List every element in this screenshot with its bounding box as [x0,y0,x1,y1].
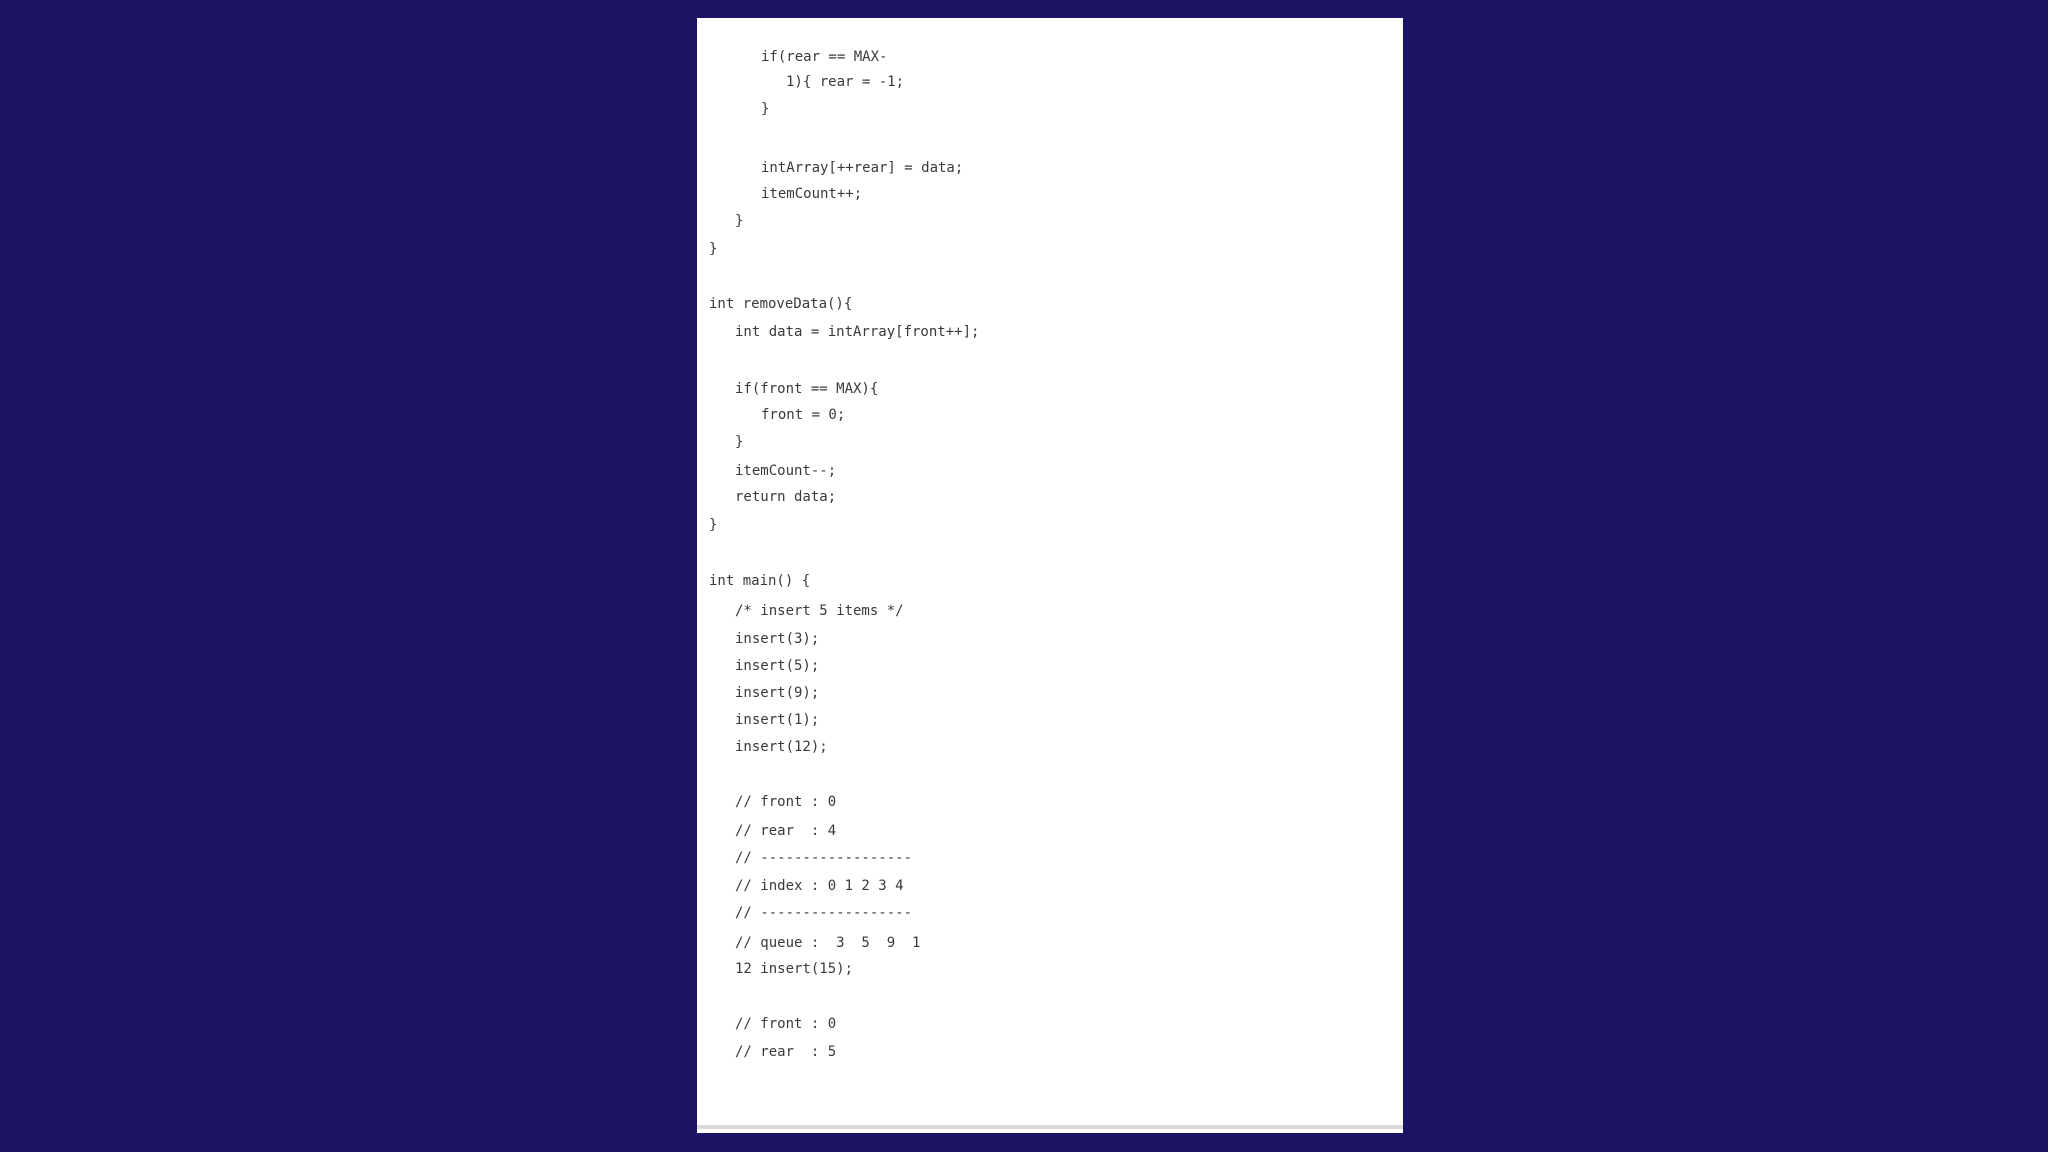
code-line: } [735,213,744,229]
code-line: itemCount++; [761,186,863,202]
code-line: 1){ rear = -1; [786,74,905,90]
code-line: } [735,434,744,450]
code-line: insert(5); [735,658,820,674]
code-line: front = 0; [761,407,846,423]
code-line: // rear : 4 [735,823,837,839]
code-line: return data; [735,489,837,505]
code-line: insert(1); [735,712,820,728]
code-line: } [761,101,770,117]
code-line: // ------------------ [735,850,913,866]
code-line: if(front == MAX){ [735,381,879,397]
code-line: // queue : 3 5 9 1 [735,935,921,951]
code-line: int data = intArray[front++]; [735,324,980,340]
code-line: // front : 0 [735,1016,837,1032]
code-line: // front : 0 [735,794,837,810]
code-line: int main() { [709,573,811,589]
code-line: 12 insert(15); [735,961,854,977]
code-line: // ------------------ [735,905,913,921]
code-line: insert(9); [735,685,820,701]
code-line: int removeData(){ [709,296,853,312]
page-bottom-divider [697,1125,1403,1129]
code-line: // rear : 5 [735,1044,837,1060]
code-line: // index : 0 1 2 3 4 [735,878,904,894]
code-document-page [697,18,1403,1133]
code-line: insert(12); [735,739,828,755]
code-line: /* insert 5 items */ [735,603,904,619]
code-line: intArray[++rear] = data; [761,160,964,176]
code-line: } [709,517,718,533]
code-line: insert(3); [735,631,820,647]
code-line: itemCount--; [735,463,837,479]
code-line: } [709,241,718,257]
code-line: if(rear == MAX- [761,49,888,65]
